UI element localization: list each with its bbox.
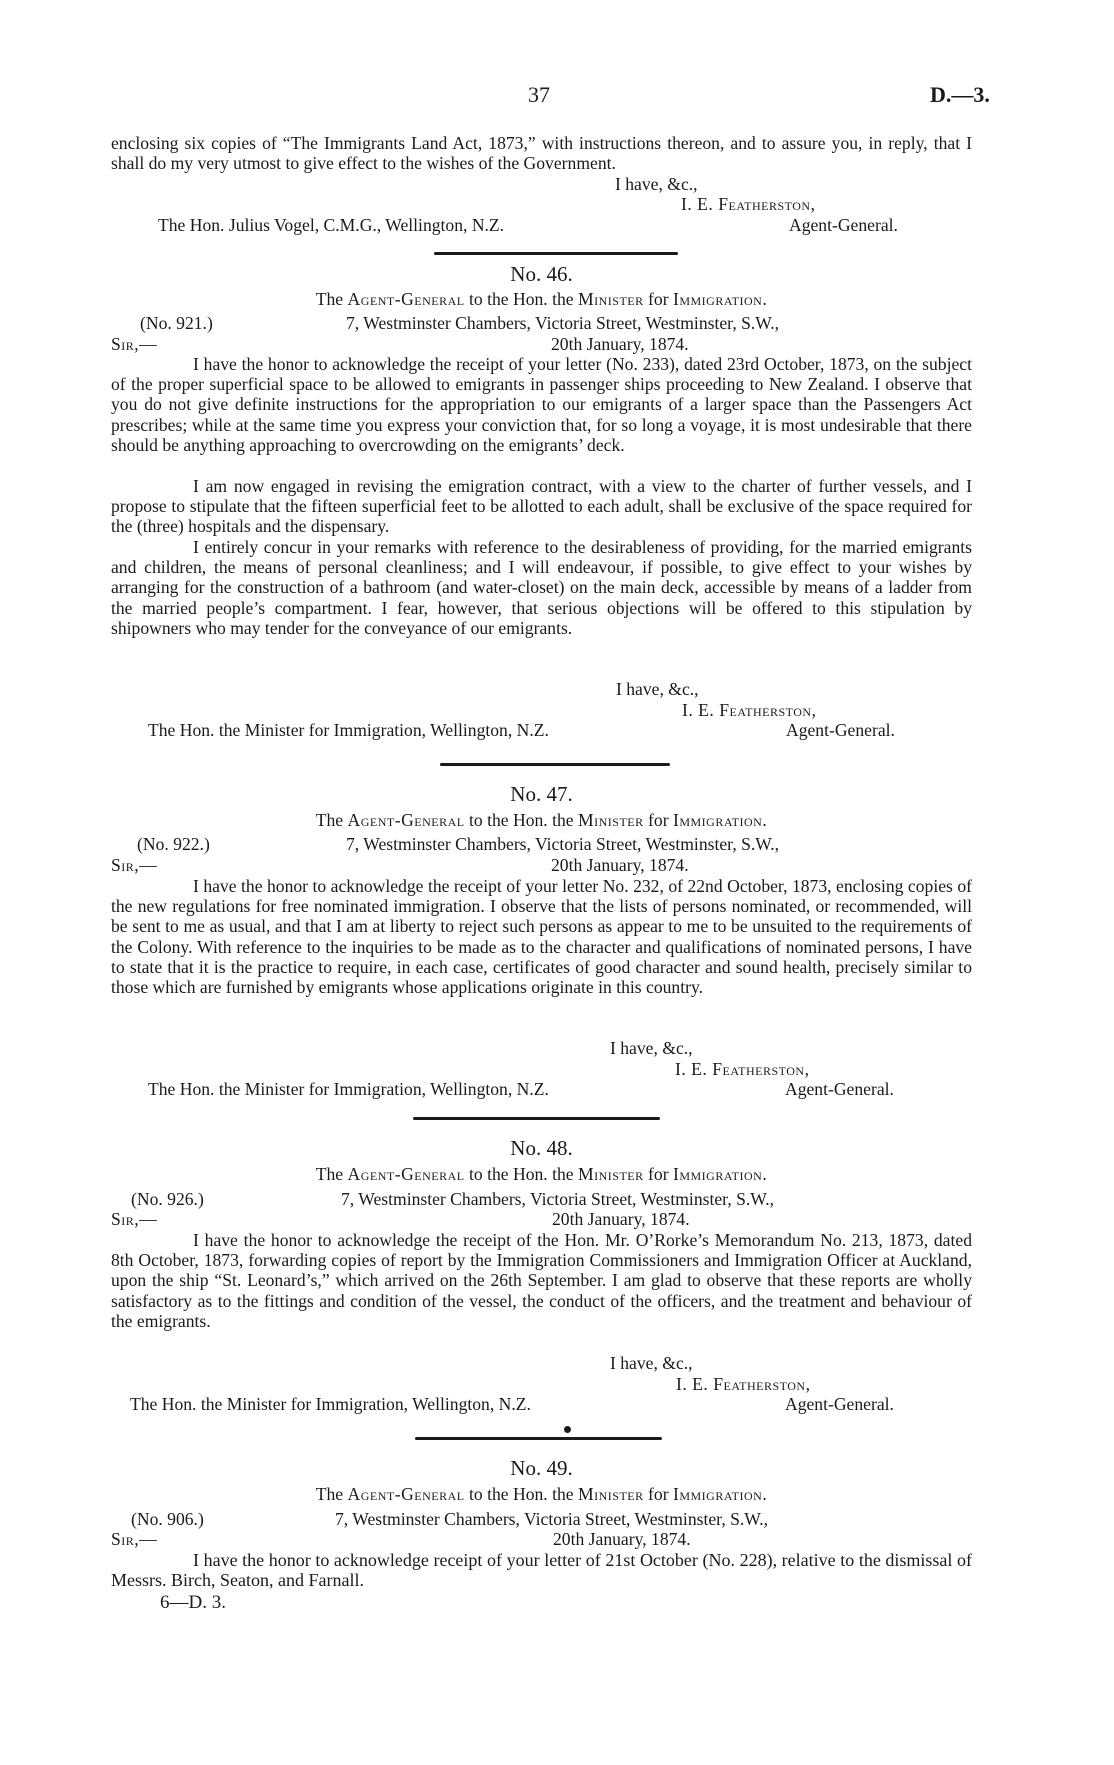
letter-48-paragraph-1: I have the honor to acknowledge the receipt of the Hon. Mr. O’Rorke’s Memorandum No. 213, 1873, dated 8th October, 1873, forwarding copies of report by the Immigration Commissioners and Immigration Officer at Auckland, upon the ship “St. Leonard’s,” which arrived on the 26th September. I am glad to observe that these reports are wholly satisfactory as to the fittings and condition of the vessel, the conduct of the officers, and the treatment and behaviour of the emigrants. (111, 1230, 972, 1331)
heading-dept: Immigration. (672, 810, 768, 830)
letter-47-addressee: The Hon. the Minister for Immigration, Wellington, N.Z. (148, 1079, 549, 1099)
letter-46-closing: I have, &c., (616, 679, 699, 699)
letter-46-heading (111, 289, 972, 310)
letter-49-ref: (No. 906.) (131, 1509, 204, 1529)
intro-addressee: The Hon. Julius Vogel, C.M.G., Wellington, N.Z. (158, 215, 505, 235)
heading-for: for (648, 289, 669, 309)
letter-46-salutation: Sir,— (111, 334, 158, 354)
section-divider (413, 1117, 660, 1120)
letter-48-ref: (No. 926.) (131, 1189, 204, 1209)
heading-minister: Minister (578, 810, 644, 830)
heading-sender: Agent-General (347, 289, 465, 309)
heading-sender: Agent-General (347, 1484, 465, 1504)
heading-prefix: The (315, 1484, 344, 1504)
letter-46-title: Agent-General. (786, 720, 895, 740)
letter-46-paragraph-3: I entirely concur in your remarks with reference to the desirableness of providing, for the married emigrants and children, the means of personal cleanliness; and I will endeavour, if possible, to give effect to your wishes by arranging for the construction of a bathroom (and water-closet) on the main deck, accessible by means of a ladder from the married people’s compartment. I fear, however, that serious objections will be offered to this stipulation by shipowners who may tender for the conveyance of our emigrants. (111, 537, 972, 638)
document-reference: D.—3. (930, 82, 990, 107)
letter-47-heading (111, 810, 972, 831)
heading-for: for (648, 1484, 669, 1504)
section-divider (415, 1437, 662, 1440)
letter-49-number: No. 49. (510, 1456, 573, 1480)
letter-48-heading (111, 1164, 972, 1185)
heading-dept: Immigration. (672, 289, 768, 309)
heading-mid: to the Hon. the (469, 289, 574, 309)
letter-46-paragraph-1: I have the honor to acknowledge the receipt of your letter (No. 233), dated 23rd October, 1873, on the subject of the proper superficial space to be allowed to emigrants in passenger ships proceeding to New Zealand. I observe that you do not give definite instructions for the appropriation to our emigrants of a larger space than the Passengers Act prescribes; while at the same time you express your conviction that, for so long a voyage, it is most undesirable that there should be anything approaching to overcrowding on the emigrants’ deck. (111, 354, 972, 455)
letter-48-address: 7, Westminster Chambers, Victoria Street, Westminster, S.W., (341, 1189, 775, 1209)
letter-47-salutation: Sir,— (111, 855, 158, 875)
heading-prefix: The (315, 1164, 344, 1184)
heading-dept: Immigration. (672, 1484, 768, 1504)
letter-46-paragraph-2: I am now engaged in revising the emigration contract, with a view to the charter of further vessels, and I propose to stipulate that the fifteen superficial feet to be allotted to each adult, shall be exclusive of the space required for the (three) hospitals and the dispensary. (111, 476, 972, 537)
heading-mid: to the Hon. the (469, 1484, 574, 1504)
heading-sender: Agent-General (347, 1164, 465, 1184)
letter-47-date: 20th January, 1874. (551, 855, 689, 875)
section-divider (434, 252, 678, 255)
letter-48-signer: I. E. Featherston, (676, 1374, 811, 1394)
letter-49-salutation: Sir,— (111, 1529, 158, 1549)
heading-mid: to the Hon. the (469, 1164, 574, 1184)
letter-46-date: 20th January, 1874. (551, 334, 689, 354)
letter-46-number: No. 46. (510, 262, 573, 286)
letter-47-title: Agent-General. (785, 1079, 894, 1099)
letter-47-ref: (No. 922.) (137, 834, 210, 854)
letter-49-address: 7, Westminster Chambers, Victoria Street, Westminster, S.W., (335, 1509, 769, 1529)
heading-for: for (648, 1164, 669, 1184)
heading-minister: Minister (578, 289, 644, 309)
letter-48-salutation: Sir,— (111, 1209, 158, 1229)
letter-49-paragraph-1: I have the honor to acknowledge receipt of your letter of 21st October (No. 228), relative to the dismissal of Messrs. Birch, Seaton, and Farnall. (111, 1550, 972, 1591)
page-number: 37 (528, 82, 550, 107)
letter-47-number: No. 47. (510, 782, 573, 806)
heading-dept: Immigration. (672, 1164, 768, 1184)
letter-48-title: Agent-General. (785, 1394, 894, 1414)
intro-paragraph: enclosing six copies of “The Immigrants Land Act, 1873,” with instructions thereon, and to assure you, in reply, that I shall do my very utmost to give effect to the wishes of the Government. (111, 133, 972, 174)
intro-signer: I. E. Featherston, (681, 194, 816, 214)
letter-47-paragraph-1: I have the honor to acknowledge the receipt of your letter No. 232, of 22nd October, 1873, enclosing copies of the new regulations for free nominated immigration. I observe that the lists of persons nominated, or recommended, will be sent to me as usual, and that I am at liberty to reject such persons as appear to me to be unsuited to the requirements of the Colony. With reference to the inquiries to be made as to the character and qualifications of nominated persons, I have to state that it is the practice to require, in each case, certificates of good character and sound health, precisely similar to those which are furnished by emigrants whose applications originate in this country. (111, 876, 972, 998)
letter-48-closing: I have, &c., (610, 1353, 693, 1373)
heading-minister: Minister (578, 1484, 644, 1504)
letter-49-heading (111, 1484, 972, 1505)
heading-prefix: The (315, 810, 344, 830)
letter-47-closing: I have, &c., (610, 1038, 693, 1058)
intro-title: Agent-General. (789, 215, 898, 235)
heading-sender: Agent-General (347, 810, 465, 830)
heading-prefix: The (315, 289, 344, 309)
letter-46-signer: I. E. Featherston, (682, 700, 817, 720)
section-divider (440, 763, 670, 766)
letter-47-signer: I. E. Featherston, (675, 1059, 810, 1079)
letter-46-ref: (No. 921.) (140, 313, 213, 333)
letter-46-addressee: The Hon. the Minister for Immigration, Wellington, N.Z. (148, 720, 549, 740)
letter-48-number: No. 48. (510, 1136, 573, 1160)
heading-mid: to the Hon. the (469, 810, 574, 830)
heading-minister: Minister (578, 1164, 644, 1184)
letter-47-address: 7, Westminster Chambers, Victoria Street, Westminster, S.W., (346, 834, 780, 854)
heading-for: for (648, 810, 669, 830)
letter-48-date: 20th January, 1874. (552, 1209, 690, 1229)
signature-mark: 6—D. 3. (160, 1592, 226, 1613)
ornament-dot (564, 1426, 571, 1433)
letter-49-date: 20th January, 1874. (553, 1529, 691, 1549)
letter-48-addressee: The Hon. the Minister for Immigration, Wellington, N.Z. (130, 1394, 531, 1414)
letter-46-address: 7, Westminster Chambers, Victoria Street, Westminster, S.W., (346, 313, 780, 333)
intro-closing: I have, &c., (615, 174, 698, 194)
